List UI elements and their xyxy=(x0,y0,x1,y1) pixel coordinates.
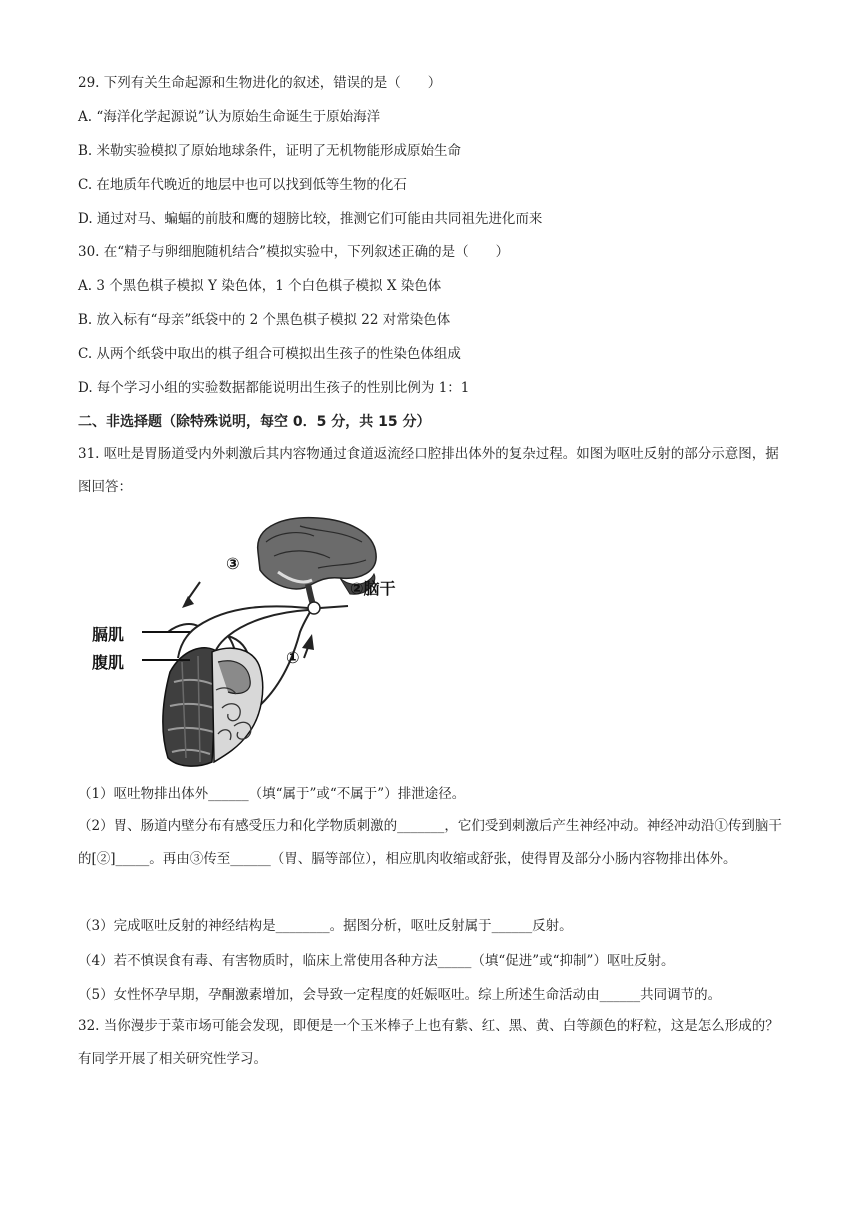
q31-part1: （1）呕吐物排出体外______（填“属于”或“不属于”）排泄途径。 xyxy=(78,786,466,802)
vomiting-reflex-figure xyxy=(78,512,438,772)
q30-option-a: A. 3 个黑色棋子模拟 Y 染色体，1 个白色棋子模拟 X 染色体 xyxy=(78,278,442,294)
q30-option-c: C. 从两个纸袋中取出的棋子组合可模拟出生孩子的性染色体组成 xyxy=(78,346,461,362)
brain-illustration xyxy=(258,518,376,614)
label-abdominal-muscle: 腹肌 xyxy=(92,653,125,672)
q30-stem: 30. 在“精子与卵细胞随机结合”模拟实验中，下列叙述正确的是（ ） xyxy=(78,244,510,260)
q29-option-a: A. “海洋化学起源说”认为原始生命诞生于原始海洋 xyxy=(78,109,381,125)
q30-option-d: D. 每个学习小组的实验数据都能说明出生孩子的性别比例为 1：1 xyxy=(78,380,470,396)
q29-option-b: B. 米勒实验模拟了原始地球条件，证明了无机物能形成原始生命 xyxy=(78,143,462,159)
reflex-diagram xyxy=(78,512,438,772)
q29-stem: 29. 下列有关生命起源和生物进化的叙述，错误的是（ ） xyxy=(78,75,442,91)
q29-option-c: C. 在地质年代晚近的地层中也可以找到低等生物的化石 xyxy=(78,177,407,193)
q31-part2: （2）胃、肠道内壁分布有感受压力和化学物质刺激的_______，它们受到刺激后产生神经冲动。神经冲动沿①传到脑干的[②]_____。再由③传至______（胃、膈等部位），相应肌肉收缩或舒张，使得胃及部分小肠内容物排出体外。 xyxy=(78,818,782,867)
label-afferent-1: ① xyxy=(286,648,300,667)
section-heading: 二、非选择题（除特殊说明，每空 0．5 分，共 15 分） xyxy=(78,414,431,430)
q29-option-d: D. 通过对马、蝙蝠的前肢和鹰的翅膀比较，推测它们可能由共同祖先进化而来 xyxy=(78,211,543,227)
q31-stem: 31. 呕吐是胃肠道受内外刺激后其内容物通过食道返流经口腔排出体外的复杂过程。如图为呕吐反射的部分示意图，据图回答： xyxy=(78,446,779,495)
q31-part5: （5）女性怀孕早期，孕酮激素增加，会导致一定程度的妊娠呕吐。综上所述生命活动由______共同调节的。 xyxy=(78,987,722,1003)
q30-option-b: B. 放入标有“母亲”纸袋中的 2 个黑色棋子模拟 22 对常染色体 xyxy=(78,312,451,328)
q31-part4: （4）若不慎误食有毒、有害物质时，临床上常使用各种方法_____（填“促进”或“抑制”）呕吐反射。 xyxy=(78,953,675,969)
q32-stem: 32. 当你漫步于菜市场可能会发现，即便是一个玉米棒子上也有紫、红、黑、黄、白等颜色的籽粒，这是怎么形成的？有同学开展了相关研究性学习。 xyxy=(78,1018,779,1067)
label-diaphragm: 膈肌 xyxy=(92,625,125,644)
q31-part3: （3）完成呕吐反射的神经结构是________。据图分析，呕吐反射属于______反射。 xyxy=(78,918,573,934)
torso-illustration xyxy=(163,648,263,766)
label-brainstem-2: ②脑干 xyxy=(350,579,396,598)
label-efferent-3: ③ xyxy=(226,554,240,573)
brainstem-pointer xyxy=(320,606,348,608)
